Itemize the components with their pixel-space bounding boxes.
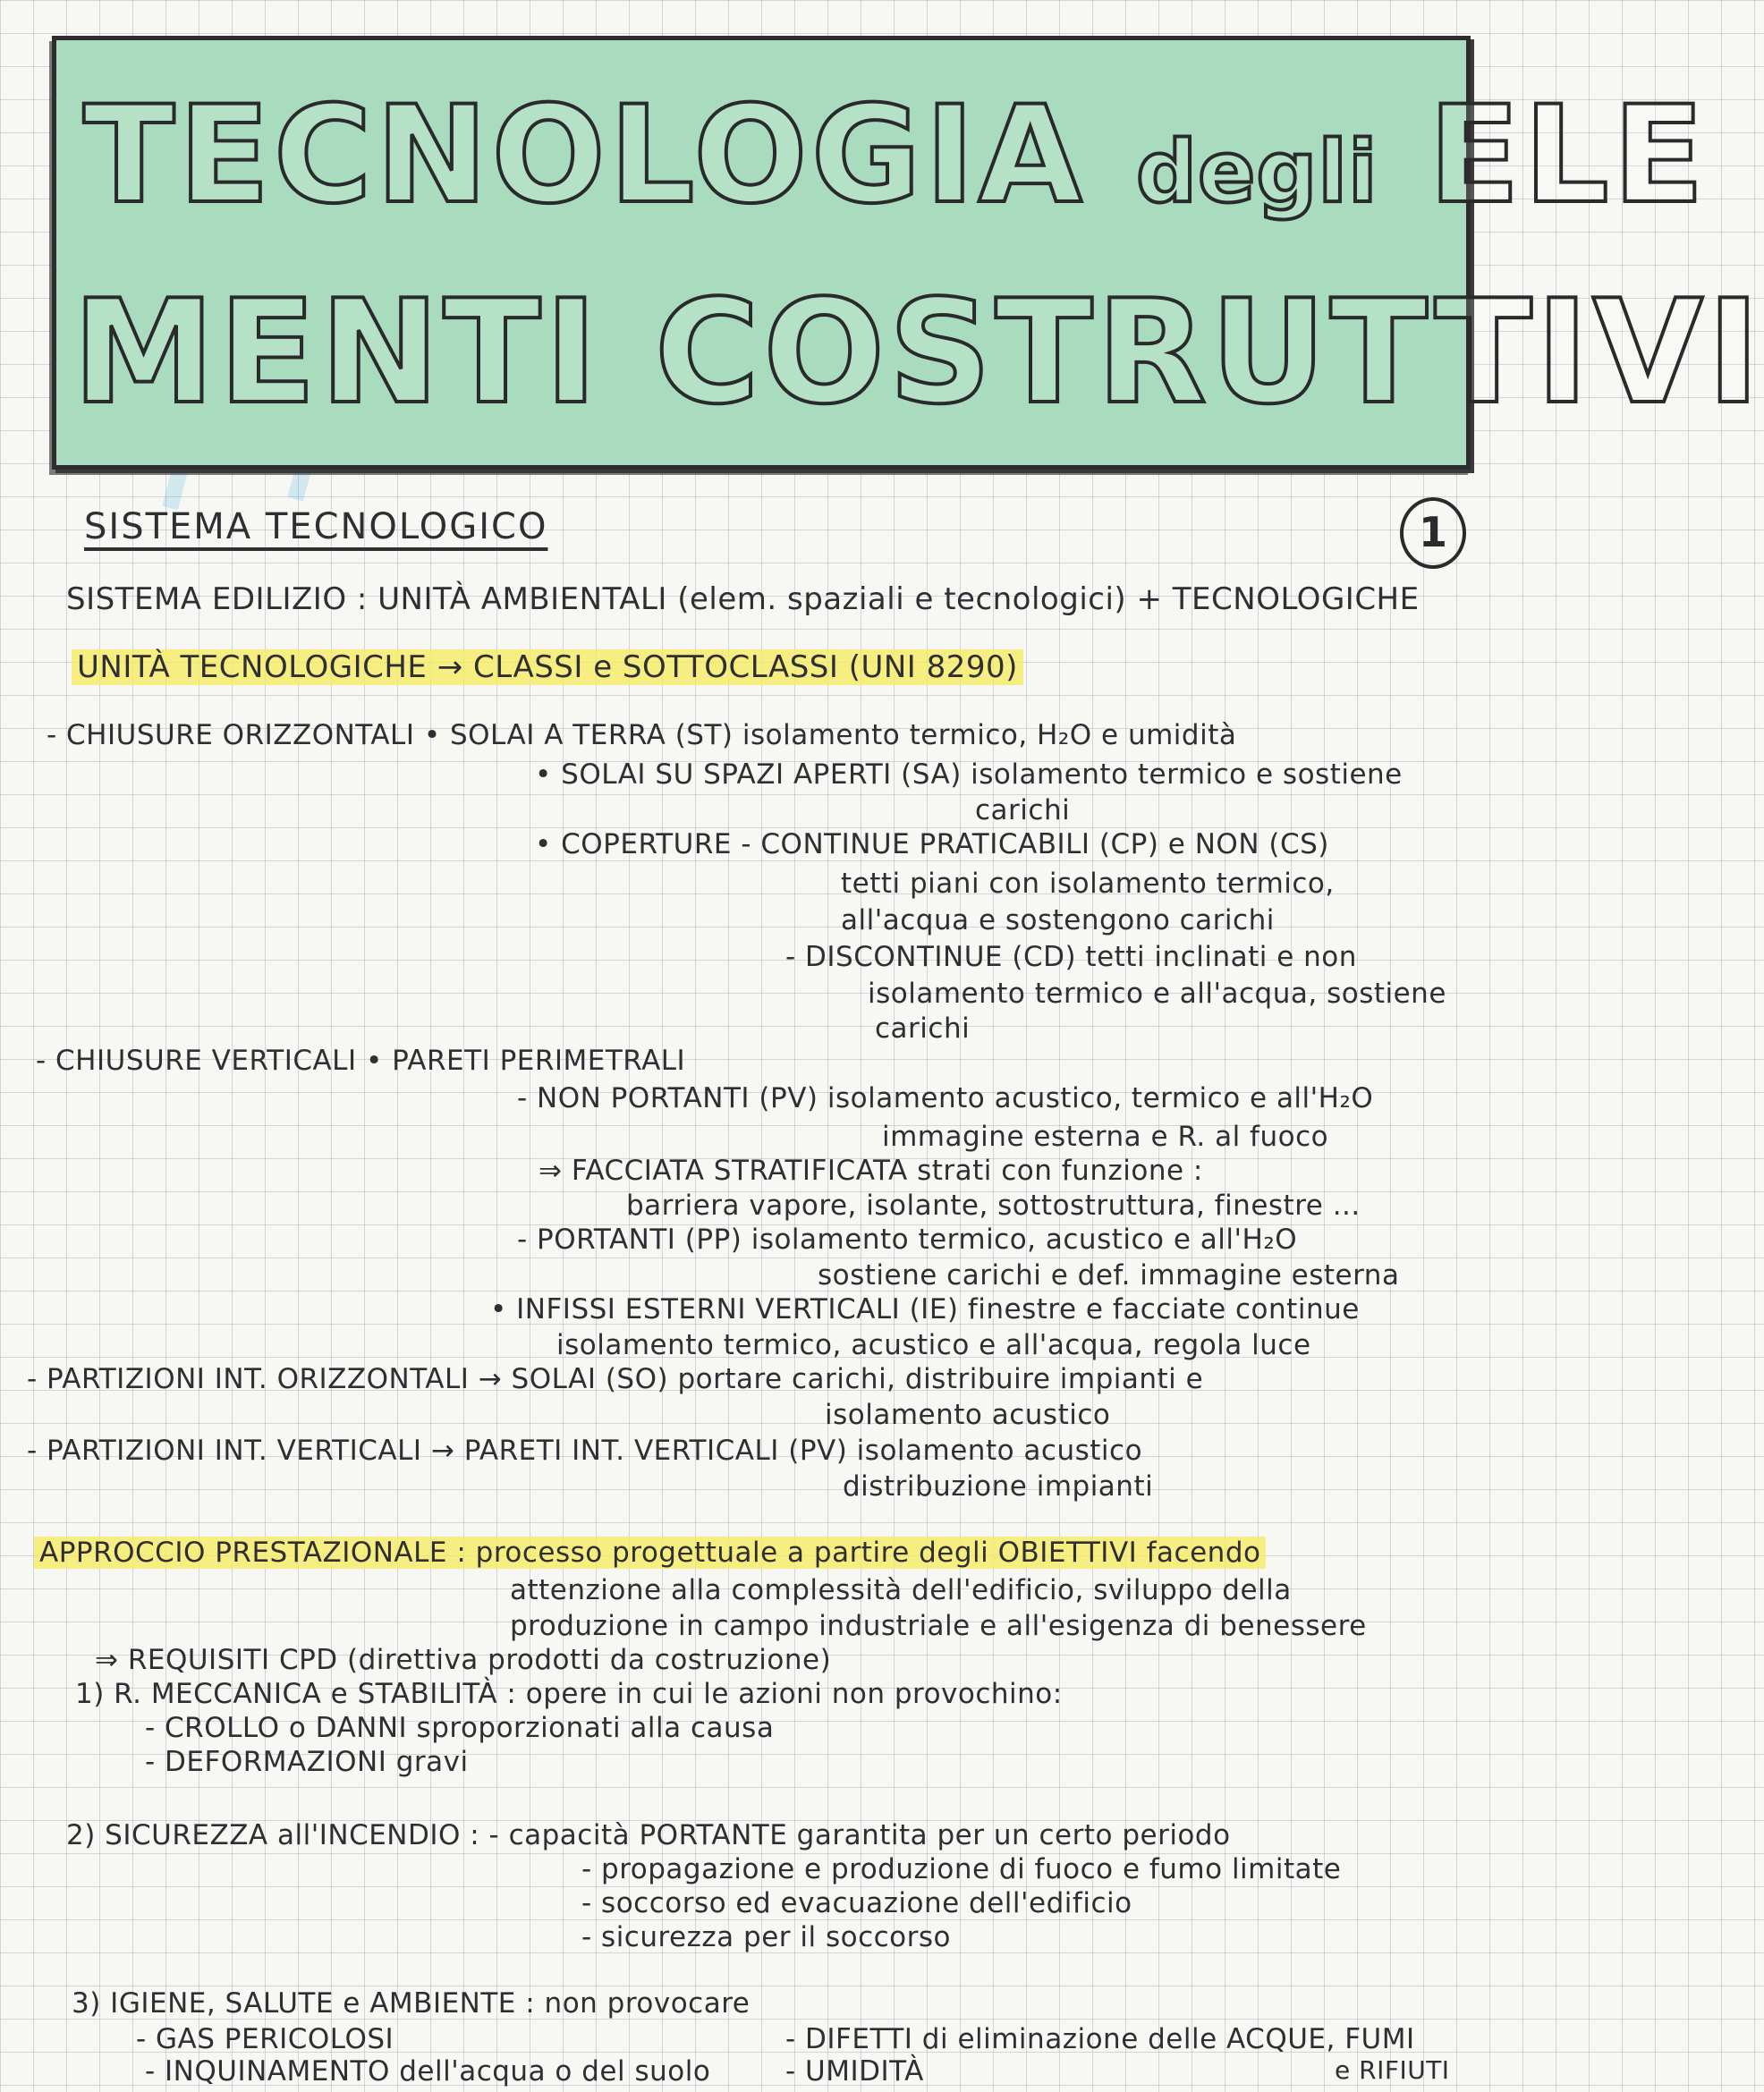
note-line: tetti piani con isolamento termico,: [841, 868, 1335, 900]
note-line: - GAS PERICOLOSI: [136, 2023, 394, 2055]
note-line: SISTEMA EDILIZIO : UNITÀ AMBIENTALI (elem. spaziali e tecnologici) + TECNOLOGICHE: [66, 581, 1420, 617]
note-line: immagine esterna e R. al fuoco: [882, 1121, 1329, 1153]
note-line: • INFISSI ESTERNI VERTICALI (IE) finestre e facciate continue: [490, 1293, 1360, 1325]
note-line: - PARTIZIONI INT. VERTICALI → PARETI INT. VERTICALI (PV) isolamento acustico: [27, 1435, 1143, 1467]
note-line: 2) SICUREZZA all'INCENDIO : - capacità PORTANTE garantita per un certo periodo: [66, 1819, 1231, 1851]
section-title: SISTEMA TECNOLOGICO: [84, 506, 548, 547]
title-word-degli: degli: [1135, 123, 1378, 222]
note-line: - PARTIZIONI INT. ORIZZONTALI → SOLAI (SO) portare carichi, distribuire impianti e: [27, 1363, 1204, 1395]
note-line: - NON PORTANTI (PV) isolamento acustico, termico e all'H₂O: [517, 1082, 1374, 1114]
note-line: - CHIUSURE ORIZZONTALI • SOLAI A TERRA (ST) isolamento termico, H₂O e umidità: [47, 719, 1237, 751]
note-line: - CHIUSURE VERTICALI • PARETI PERIMETRALI: [36, 1045, 686, 1077]
note-line: UNITÀ TECNOLOGICHE → CLASSI e SOTTOCLASSI (UNI 8290): [72, 649, 1023, 685]
note-line: - sicurezza per il soccorso: [581, 1921, 951, 1953]
note-line: isolamento termico, acustico e all'acqua, regola luce: [556, 1329, 1311, 1361]
note-line: • COPERTURE - CONTINUE PRATICABILI (CP) e NON (CS): [535, 828, 1329, 860]
page-number: 1: [1400, 497, 1466, 569]
note-line: - DISCONTINUE (CD) tetti inclinati e non: [785, 941, 1357, 973]
note-line: - soccorso ed evacuazione dell'edificio: [581, 1887, 1132, 1919]
title-line-2: MENTI COSTRUTTIVI: [72, 268, 1764, 436]
title-line-1: [83, 78, 1709, 233]
note-line: produzione in campo industriale e all'esigenza di benessere: [510, 1610, 1367, 1642]
note-line: isolamento termico e all'acqua, sostiene: [868, 978, 1446, 1010]
note-line: - DEFORMAZIONI gravi: [145, 1746, 469, 1778]
note-line: - DIFETTI di eliminazione delle ACQUE, FUMI: [785, 2023, 1415, 2055]
note-line: - propagazione e produzione di fuoco e fumo limitate: [581, 1853, 1342, 1885]
note-line: - CROLLO o DANNI sproporzionati alla causa: [145, 1712, 775, 1744]
note-line: ⇒ FACCIATA STRATIFICATA strati con funzione :: [539, 1155, 1203, 1187]
note-line: e RIFIUTI: [1335, 2055, 1450, 2085]
title-word-ele: ELE: [1428, 78, 1709, 233]
note-line: 1) R. MECCANICA e STABILITÀ : opere in cui le azioni non provochino:: [75, 1678, 1063, 1710]
title-banner: [52, 36, 1764, 470]
note-line: all'acqua e sostengono carichi: [841, 904, 1275, 936]
note-line: 3) IGIENE, SALUTE e AMBIENTE : non provocare: [72, 1987, 751, 2020]
title-word-tecnologia: TECNOLOGIA: [83, 78, 1086, 233]
note-line: distribuzione impianti: [843, 1470, 1154, 1503]
note-line: carichi: [875, 1012, 971, 1045]
note-line: ⇒ REQUISITI CPD (direttiva prodotti da costruzione): [95, 1644, 832, 1676]
note-line: - PORTANTI (PP) isolamento termico, acustico e all'H₂O: [517, 1224, 1298, 1256]
note-line: carichi: [975, 794, 1071, 826]
note-line: sostiene carichi e def. immagine esterna: [818, 1259, 1400, 1292]
note-line: barriera vapore, isolante, sottostruttura, finestre ...: [626, 1190, 1361, 1222]
note-line: - INQUINAMENTO dell'acqua o del suolo: [145, 2055, 711, 2088]
notebook-page: [9, 7, 1764, 2088]
note-line: • SOLAI SU SPAZI APERTI (SA) isolamento termico e sostiene: [535, 758, 1403, 791]
note-line: isolamento acustico: [825, 1399, 1111, 1431]
note-line: APPROCCIO PRESTAZIONALE : processo progettuale a partire degli OBIETTIVI facendo: [34, 1537, 1266, 1569]
note-line: - UMIDITÀ: [785, 2055, 924, 2088]
note-line: attenzione alla complessità dell'edificio, sviluppo della: [510, 1574, 1292, 1606]
